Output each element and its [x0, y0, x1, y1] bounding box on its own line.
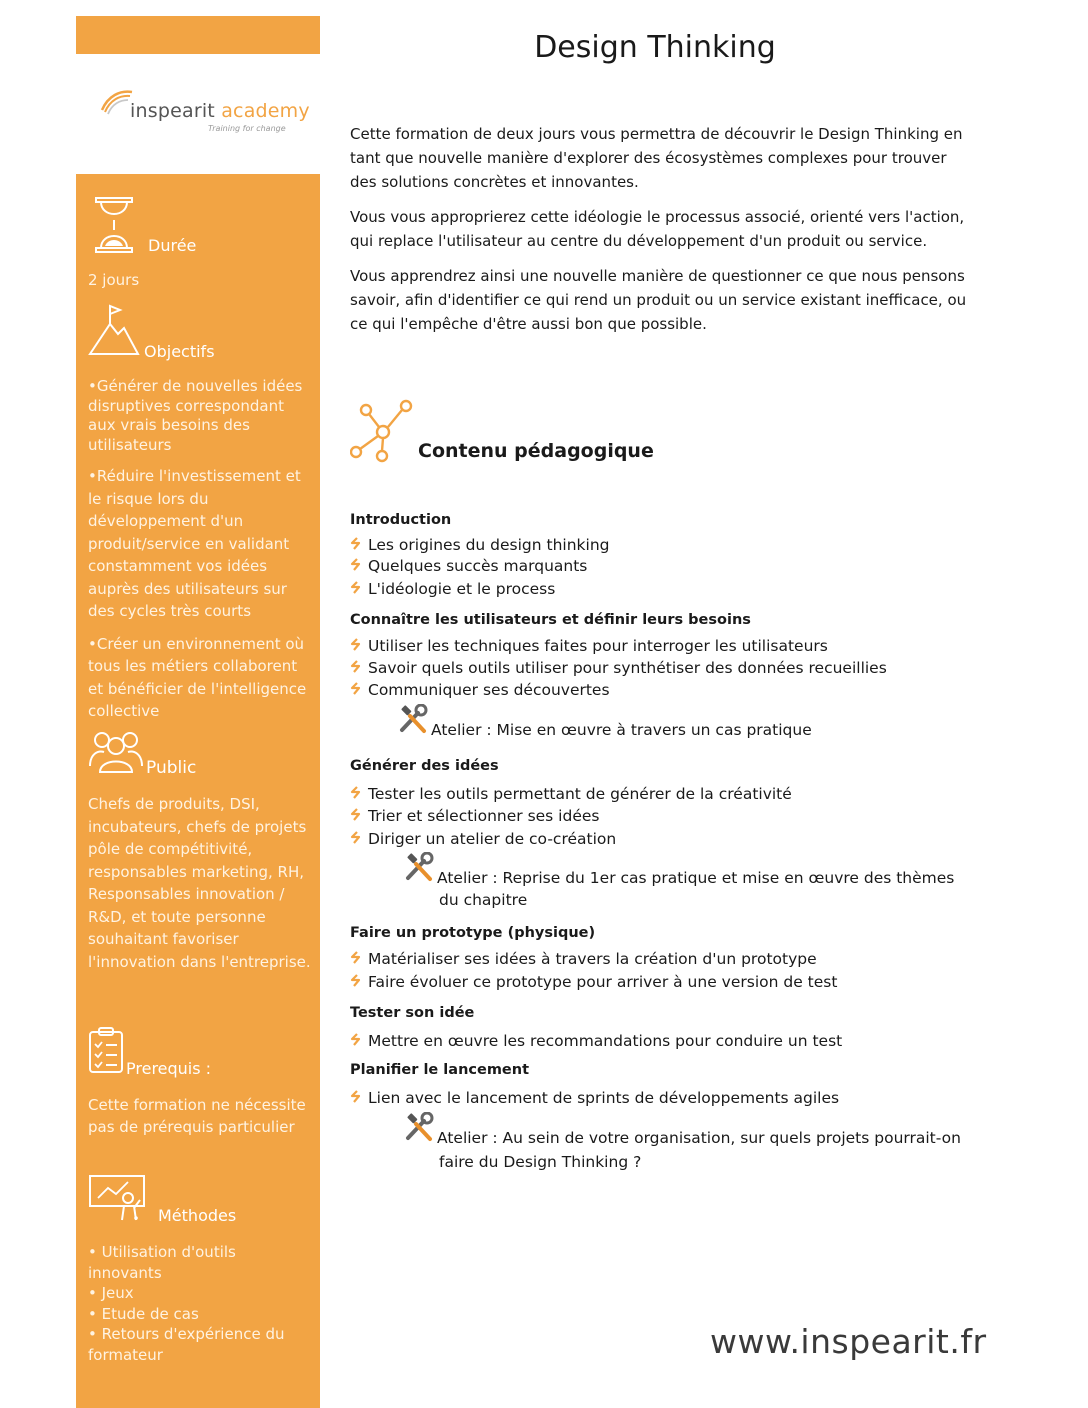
network-icon [350, 398, 416, 464]
atelier-line: du chapitre [439, 891, 528, 909]
tools-icon [404, 852, 436, 882]
section-title: Générer des idées [350, 758, 499, 774]
content-bullet [350, 807, 599, 825]
methode-item: • Jeux [88, 1284, 134, 1302]
bullet-arrow-icon [350, 682, 362, 696]
footer-url: www.inspearit.fr [710, 1322, 987, 1361]
logo-tagline: Training for change [208, 124, 286, 133]
bullet-text: Les origines du design thinking [368, 536, 610, 554]
bullet-arrow-icon [350, 786, 362, 800]
bullet-text: Communiquer ses découvertes [368, 681, 610, 699]
atelier-line: Atelier : Au sein de votre organisation, sur quels projets pourrait-on [437, 1129, 961, 1147]
bullet-arrow-icon [350, 1033, 362, 1047]
page-title: Design Thinking [534, 30, 776, 65]
intro-paragraph: Vous vous approprierez cette idéologie le processus associé, orienté vers l'action, qui replace l'utilisateur au centre du développement d'un produit ou service. [350, 208, 965, 250]
company-logo [100, 86, 320, 146]
bullet-text: Diriger un atelier de co-création [368, 830, 617, 848]
objectifs-list [88, 377, 314, 733]
methodes-list [88, 1242, 314, 1365]
content-bullet [350, 785, 792, 803]
objectifs-heading: Objectifs [144, 342, 215, 361]
bullet-arrow-icon [350, 537, 362, 551]
clipboard-icon [88, 1026, 124, 1074]
bullet-text: Faire évoluer ce prototype pour arriver à une version de test [368, 973, 838, 991]
content-heading: Contenu pédagogique [418, 440, 654, 462]
bullet-text: L'idéologie et le process [368, 580, 556, 598]
intro-text [350, 122, 970, 347]
bullet-text: Lien avec le lancement de sprints de développements agiles [368, 1089, 840, 1107]
bullet-arrow-icon [350, 638, 362, 652]
content-bullet [350, 1089, 839, 1107]
content-bullet [350, 659, 887, 677]
logo-swirl-icon [100, 86, 134, 116]
public-text: Chefs de produits, DSI, incubateurs, chefs de projets pôle de compétitivité, responsables marketing, RH, Responsables innovation / R&D, et toute personne souhaitant favoriser l'innovation dans l'entreprise. [88, 795, 311, 971]
content-bullet [350, 1032, 842, 1050]
bullet-arrow-icon [350, 831, 362, 845]
atelier-line: Atelier : Reprise du 1er cas pratique et mise en œuvre des thèmes [437, 869, 955, 887]
bullet-text: Savoir quels outils utiliser pour synthétiser des données recueillies [368, 659, 887, 677]
bullet-arrow-icon [350, 660, 362, 674]
bullet-text: Quelques succès marquants [368, 557, 588, 575]
tools-icon [398, 704, 430, 734]
intro-paragraph: Vous apprendrez ainsi une nouvelle manière de questionner ce que nous pensons savoir, afin d'identifier ce qui rend un produit ou un service existant inefficace, ou ce qui l'empêche d'être aussi bon que possible. [350, 267, 967, 333]
bullet-arrow-icon [350, 558, 362, 572]
duree-heading: Durée [148, 236, 197, 255]
duree-value: 2 jours [88, 271, 140, 289]
public-heading: Public [146, 758, 197, 778]
atelier-line: faire du Design Thinking ? [439, 1153, 642, 1171]
logo-text-main: inspearit [130, 100, 222, 122]
prerequis-text: Cette formation ne nécessite pas de prérequis particulier [88, 1096, 306, 1136]
bullet-arrow-icon [350, 581, 362, 595]
people-icon [88, 726, 144, 774]
content-bullet [350, 681, 610, 699]
methode-item: • Etude de cas [88, 1304, 199, 1323]
mountain-flag-icon [88, 302, 140, 356]
section-title: Connaître les utilisateurs et définir leurs besoins [350, 612, 751, 628]
objectif-item: •Créer un environnement où tous les métiers collaborent et bénéficier de l'intelligence collective [88, 634, 307, 720]
prerequis-heading: Prerequis : [126, 1059, 212, 1078]
bullet-text: Utiliser les techniques faites pour interroger les utilisateurs [368, 637, 828, 655]
objectif-item: •Réduire l'investissement et le risque lors du développement d'un produit/service en validant constamment vos idées auprès des utilisateurs sur des cycles très courts [88, 467, 301, 620]
section-title: Planifier le lancement [350, 1062, 530, 1078]
logo-text-accent: academy [221, 100, 310, 122]
methodes-heading: Méthodes [158, 1206, 237, 1225]
section-title: Faire un prototype (physique) [350, 925, 596, 941]
logo-text [130, 100, 310, 122]
content-bullet [350, 950, 817, 968]
atelier-text: Atelier : Mise en œuvre à travers un cas pratique [431, 721, 812, 739]
bullet-arrow-icon [350, 808, 362, 822]
methode-item: • Retours d'expérience du formateur [88, 1325, 285, 1364]
bullet-arrow-icon [350, 1090, 362, 1104]
bullet-arrow-icon [350, 951, 362, 965]
bullet-text: Trier et sélectionner ses idées [368, 807, 600, 825]
hourglass-icon [94, 196, 134, 254]
objectif-item: •Générer de nouvelles idées disruptives correspondant aux vrais besoins des utilisateurs [88, 377, 303, 454]
sidebar-panel [76, 174, 320, 1408]
content-bullet [350, 536, 609, 554]
section-title: Introduction [350, 512, 452, 528]
content-bullet [350, 830, 616, 848]
methode-item: • Utilisation d'outils innovants [88, 1243, 236, 1282]
teacher-board-icon [88, 1172, 152, 1222]
bullet-text: Matérialiser ses idées à travers la création d'un prototype [368, 950, 817, 968]
content-bullet [350, 973, 837, 991]
content-bullet [350, 637, 828, 655]
bullet-text: Tester les outils permettant de générer de la créativité [368, 785, 792, 803]
content-bullet [350, 557, 587, 575]
tools-icon [404, 1112, 436, 1142]
bullet-text: Mettre en œuvre les recommandations pour conduire un test [368, 1032, 843, 1050]
bullet-arrow-icon [350, 974, 362, 988]
intro-paragraph: Cette formation de deux jours vous permettra de découvrir le Design Thinking en tant que nouvelle manière d'explorer des écosystèmes complexes pour trouver des solutions concrètes et innovantes. [350, 125, 963, 191]
section-title: Tester son idée [350, 1005, 475, 1021]
content-bullet [350, 580, 555, 598]
